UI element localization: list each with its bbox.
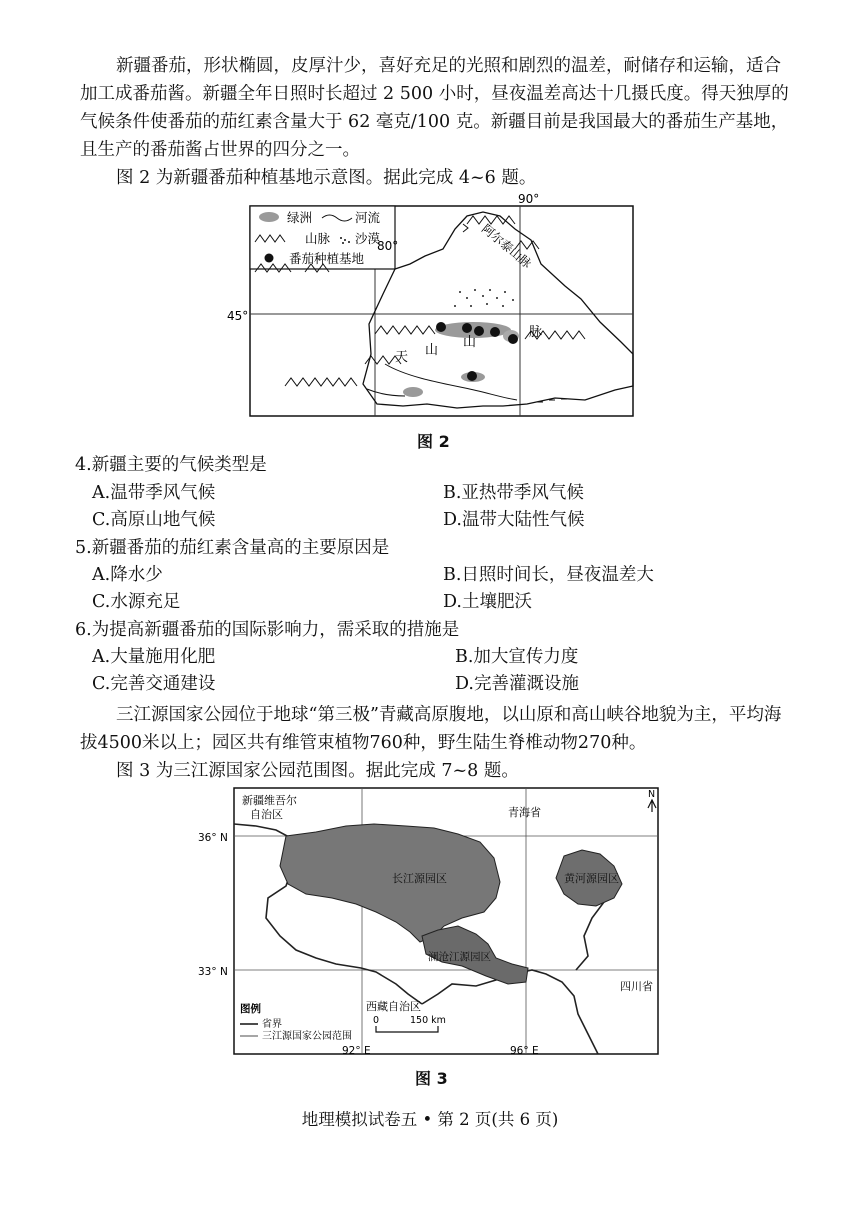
lead-figure-3: 图 3 为三江源国家公园范围图。据此完成 7~8 题。 — [116, 761, 519, 781]
legend-park-label: 三江源国家公园范围 — [262, 1031, 352, 1042]
lon-90: 90° — [518, 192, 540, 206]
q4-option-d: D.温带大陆性气候 — [443, 510, 585, 530]
sichuan-label: 四川省 — [620, 980, 653, 993]
xinjiang-label-1: 新疆维吾尔 — [242, 794, 297, 807]
figure-3-map — [196, 786, 666, 1058]
oasis-patch — [403, 387, 423, 397]
q6-option-a: A.大量施用化肥 — [92, 647, 216, 667]
figure-2-map — [227, 192, 640, 424]
q4-option-c: C.高原山地气候 — [92, 510, 216, 530]
question-6-stem: 6.为提高新疆番茄的国际影响力，需采取的措施是 — [75, 620, 460, 640]
legend-base: 番茄种植基地 — [289, 251, 365, 266]
lead-figure-2: 图 2 为新疆番茄种植基地示意图。据此完成 4~6 题。 — [116, 168, 537, 188]
mai-label: 脉 — [529, 325, 543, 340]
lancang-label: 澜沧江源园区 — [428, 951, 491, 963]
scale-0-label: 0 — [373, 1015, 380, 1026]
legend-desert: 沙漠 — [355, 231, 381, 246]
q6-option-b: B.加大宣传力度 — [455, 647, 579, 667]
altai-label: 阿尔泰山脉 — [479, 221, 535, 271]
passage-xinjiang-tomato: 新疆番茄，形状椭圆，皮厚汁少，喜好充足的光照和剧烈的温差，耐储存和运输，适合加工成番茄酱。新疆全年日照时长超过 2 500 小时，昼夜温差高达十几摄氏度。得天独厚的气候条件使番茄的茄红素含量大于 62 毫克/100 克。新疆目前是我国最大的番茄生产基地，且生产的番茄酱占世界的四分之一。 — [80, 56, 789, 160]
tian-label-2: 山 — [425, 343, 439, 358]
tian-label-1: 天 — [395, 350, 409, 365]
yangtze-label: 长江源园区 — [392, 872, 447, 885]
page-footer: 地理模拟试卷五 • 第 2 页(共 6 页) — [301, 1110, 559, 1129]
q5-option-c: C.水源充足 — [92, 592, 181, 612]
lat-33: 33° N — [198, 966, 228, 978]
lon-96: 96° E — [510, 1045, 539, 1057]
lon-92: 92° E — [342, 1045, 371, 1057]
q6-option-d: D.完善灌溉设施 — [455, 674, 579, 694]
legend-river: 河流 — [355, 210, 381, 225]
legend-border-label: 省界 — [262, 1019, 282, 1030]
shan-label: 山 — [463, 335, 477, 350]
q4-option-a: A.温带季风气候 — [92, 483, 216, 503]
figure-2-caption: 图 2 — [417, 432, 450, 451]
lat-36: 36° N — [198, 832, 228, 844]
lat-45: 45° — [227, 309, 249, 323]
legend-oasis: 绿洲 — [287, 210, 313, 225]
q5-option-b: B.日照时间长，昼夜温差大 — [443, 565, 654, 585]
passage-sanjiangyuan: 三江源国家公园位于地球“第三极”青藏高原腹地，以山原和高山峡谷地貌为主，平均海拔4500米以上；园区共有维管束植物760种，野生陆生脊椎动物270种。 — [80, 705, 782, 753]
question-4-stem: 4.新疆主要的气候类型是 — [75, 455, 267, 475]
q5-option-d: D.土壤肥沃 — [443, 592, 532, 612]
tibet-label: 西藏自治区 — [366, 1000, 421, 1013]
question-5-stem: 5.新疆番茄的茄红素含量高的主要原因是 — [75, 538, 390, 558]
figure-3-caption: 图 3 — [415, 1069, 448, 1088]
north-label: N — [648, 789, 656, 800]
yellow-label: 黄河源园区 — [564, 872, 619, 885]
xinjiang-label-2: 自治区 — [250, 808, 283, 821]
q6-option-c: C.完善交通建设 — [92, 674, 216, 694]
q4-option-b: B.亚热带季风气候 — [443, 483, 584, 503]
legend-title: 图例 — [240, 1003, 261, 1015]
scale-150-label: 150 km — [410, 1015, 446, 1026]
q5-option-a: A.降水少 — [92, 565, 163, 585]
qinghai-label: 青海省 — [508, 806, 541, 819]
legend-mountain: 山脉 — [305, 231, 331, 246]
lon-80: 80° — [377, 239, 399, 253]
